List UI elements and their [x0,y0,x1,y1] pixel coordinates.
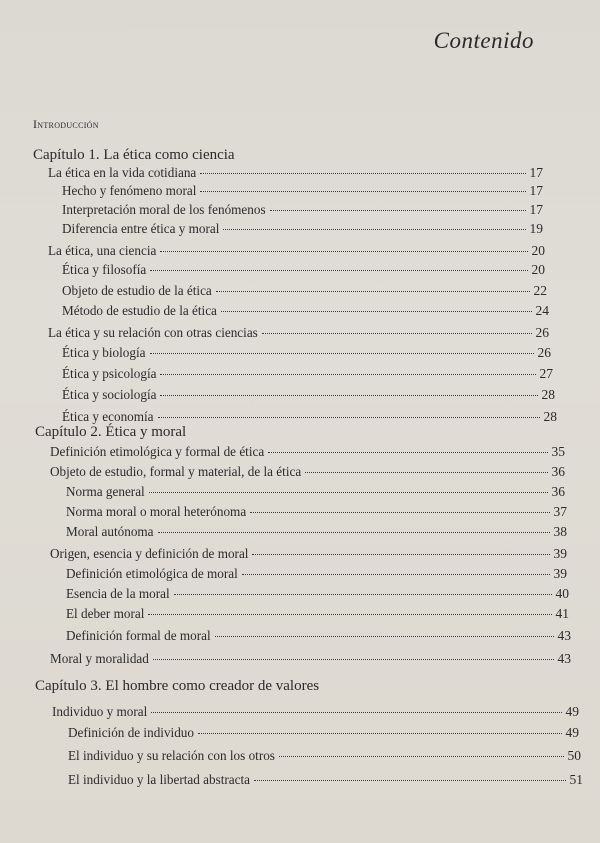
dot-leader [200,191,525,192]
chapter-heading: Capítulo 3. El hombre como creador de valores [35,678,320,694]
toc-entry-label: Ética y economía [62,409,154,424]
dot-leader [158,532,550,533]
toc-entry-label: Definición etimológica y formal de ética [50,444,265,459]
toc-entry-page-number: 17 [529,202,543,217]
toc-entry-label: Ética y sociología [62,387,157,402]
toc-entry-page-number: 49 [565,704,579,719]
dot-leader [160,251,527,252]
toc-entry[interactable] [62,221,543,239]
toc-entry-page-number: 17 [529,183,543,198]
dot-leader [150,353,534,354]
toc-entry-label: Ética y psicología [62,366,157,381]
dot-leader [279,756,564,757]
toc-entry-page-number: 35 [551,444,565,459]
toc-entry-page-number: 22 [533,283,547,298]
dot-leader [270,210,526,211]
toc-entry-page-number: 27 [539,366,553,381]
toc-entry[interactable] [50,464,565,482]
toc-entry[interactable] [62,202,543,220]
toc-entry-page-number: 41 [555,606,569,621]
toc-entry-label: Definición formal de moral [66,628,211,643]
toc-entry-label: Definición de individuo [68,725,194,740]
dot-leader [221,311,532,312]
toc-entry-page-number: 50 [567,748,581,763]
toc-entry[interactable] [66,586,569,604]
page-title: Contenido [433,28,534,53]
toc-entry-label: El individuo y su relación con los otros [68,748,275,763]
toc-entry-page-number: 26 [537,345,551,360]
toc-entry-page-number: 37 [553,504,567,519]
toc-entry[interactable] [66,484,565,502]
toc-entry-label: Interpretación moral de los fenómenos [62,202,266,217]
toc-entry-label: La ética, una ciencia [48,243,157,258]
dot-leader [216,291,530,292]
toc-entry-label: Objeto de estudio de la ética [62,283,212,298]
toc-entry-page-number: 26 [535,325,549,340]
toc-entry-label: Ética y biología [62,345,146,360]
introduction-heading: Introducción [33,117,99,131]
dot-leader [268,452,547,453]
dot-leader [223,229,525,230]
toc-entry[interactable] [62,387,555,405]
toc-entry-label: Moral autónoma [66,524,154,539]
toc-entry-page-number: 38 [553,524,567,539]
toc-entry-page-number: 43 [557,651,571,666]
toc-entry-page-number: 36 [551,484,565,499]
dot-leader [150,270,527,271]
toc-entry-page-number: 24 [535,303,549,318]
toc-entry[interactable] [62,366,553,384]
toc-entry[interactable] [48,325,549,343]
toc-entry-label: La ética y su relación con otras ciencias [48,325,258,340]
dot-leader [200,173,525,174]
toc-entry[interactable] [66,628,571,646]
toc-entry-label: Definición etimológica de moral [66,566,238,581]
toc-entry[interactable] [66,566,567,584]
toc-entry[interactable] [48,165,543,183]
toc-entry-page-number: 19 [529,221,543,236]
dot-leader [250,512,549,513]
dot-leader [160,395,537,396]
toc-entry[interactable] [62,262,545,280]
toc-entry[interactable] [48,243,545,261]
toc-entry[interactable] [68,725,579,743]
chapter-heading: Capítulo 1. La ética como ciencia [33,147,235,163]
toc-entry-page-number: 36 [551,464,565,479]
toc-entry-page-number: 28 [543,409,557,424]
toc-entry[interactable] [62,345,551,363]
dot-leader [151,712,561,713]
toc-entry[interactable] [62,283,547,301]
toc-entry[interactable] [66,504,567,522]
toc-entry-label: Ética y filosofía [62,262,147,277]
toc-entry[interactable] [50,546,567,564]
dot-leader [254,780,565,781]
toc-entry[interactable] [68,748,581,766]
toc-entry[interactable] [62,183,543,201]
toc-entry-page-number: 20 [531,262,545,277]
dot-leader [262,333,532,334]
toc-entry-label: Moral y moralidad [50,651,149,666]
toc-entry-page-number: 20 [531,243,545,258]
toc-entry-label: Diferencia entre ética y moral [62,221,220,236]
toc-entry-page-number: 51 [569,772,583,787]
toc-entry-label: Método de estudio de la ética [62,303,217,318]
toc-entry[interactable] [68,772,583,790]
toc-entry-page-number: 43 [557,628,571,643]
toc-entry-page-number: 39 [553,566,567,581]
toc-entry-label: Individuo y moral [52,704,148,719]
toc-entry-label: Objeto de estudio, formal y material, de la ética [50,464,302,479]
toc-entry-page-number: 17 [529,165,543,180]
toc-entry-label: El deber moral [66,606,145,621]
toc-entry-label: La ética en la vida cotidiana [48,165,197,180]
toc-entry[interactable] [66,524,567,542]
dot-leader [174,594,552,595]
toc-entry-label: Norma moral o moral heterónoma [66,504,247,519]
chapter-heading: Capítulo 2. Ética y moral [35,424,187,440]
toc-entry[interactable] [62,303,549,321]
dot-leader [198,733,562,734]
toc-entry-page-number: 40 [555,586,569,601]
toc-entry-page-number: 39 [553,546,567,561]
dot-leader [215,636,554,637]
dot-leader [252,554,549,555]
dot-leader [153,659,554,660]
dot-leader [149,492,548,493]
toc-entry[interactable] [50,444,565,462]
toc-entry-label: Norma general [66,484,145,499]
toc-entry[interactable] [50,651,571,669]
toc-entry[interactable] [52,704,579,722]
dot-leader [148,614,551,615]
toc-entry-label: Esencia de la moral [66,586,170,601]
dot-leader [242,574,550,575]
dot-leader [305,472,547,473]
toc-entry-label: Hecho y fenómeno moral [62,183,197,198]
dot-leader [160,374,535,375]
toc-entry-page-number: 28 [541,387,555,402]
toc-entry-label: El individuo y la libertad abstracta [68,772,251,787]
toc-entry-label: Origen, esencia y definición de moral [50,546,249,561]
dot-leader [158,417,540,418]
toc-entry[interactable] [66,606,569,624]
toc-entry-page-number: 49 [565,725,579,740]
